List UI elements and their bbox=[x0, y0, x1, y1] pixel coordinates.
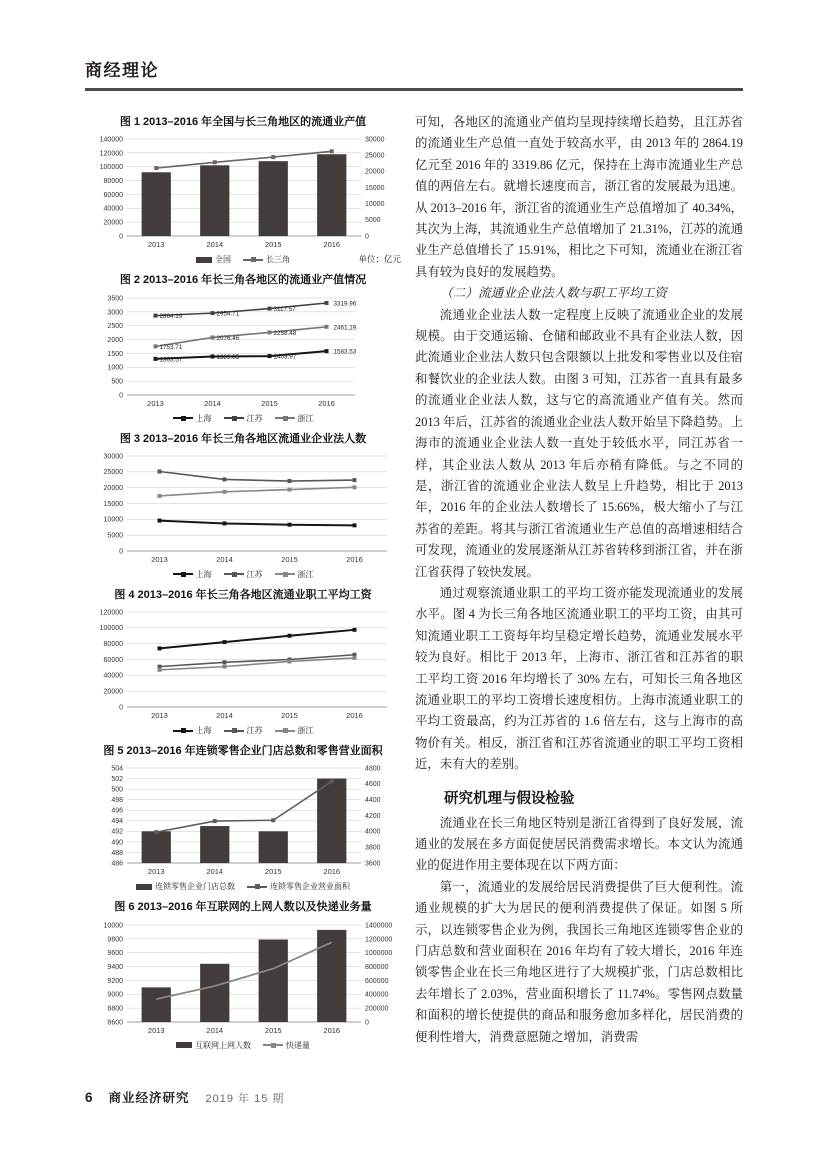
chart-legend bbox=[85, 568, 401, 581]
svg-text:4600: 4600 bbox=[365, 781, 381, 789]
chart-legend bbox=[85, 1039, 401, 1052]
svg-text:40000: 40000 bbox=[103, 672, 123, 680]
unit-note: 单位：亿元 bbox=[358, 254, 401, 265]
svg-text:2461.19: 2461.19 bbox=[333, 323, 357, 331]
svg-text:15000: 15000 bbox=[365, 185, 385, 193]
svg-text:488: 488 bbox=[111, 850, 123, 858]
svg-text:400000: 400000 bbox=[365, 991, 389, 999]
svg-text:1583.53: 1583.53 bbox=[333, 348, 357, 356]
svg-text:494: 494 bbox=[111, 818, 123, 826]
line-swatch-icon bbox=[247, 886, 267, 888]
figure-3 bbox=[85, 432, 401, 581]
legend-label: 浙江 bbox=[297, 413, 314, 423]
svg-text:2000: 2000 bbox=[107, 336, 123, 344]
page-content bbox=[85, 112, 743, 1059]
svg-text:2014: 2014 bbox=[206, 240, 224, 250]
page-footer bbox=[85, 1088, 284, 1106]
svg-text:2016: 2016 bbox=[346, 554, 363, 564]
svg-text:1000: 1000 bbox=[107, 364, 123, 372]
legend-label: 江苏 bbox=[246, 569, 263, 579]
svg-text:20000: 20000 bbox=[103, 219, 123, 227]
svg-text:60000: 60000 bbox=[103, 192, 123, 200]
svg-text:3117.57: 3117.57 bbox=[273, 305, 296, 313]
svg-text:30000: 30000 bbox=[365, 136, 385, 144]
chart-legend bbox=[85, 880, 401, 893]
svg-text:4200: 4200 bbox=[365, 813, 381, 821]
bar-swatch-icon bbox=[196, 257, 212, 263]
svg-text:2016: 2016 bbox=[323, 1025, 341, 1035]
line-swatch-icon bbox=[173, 417, 193, 419]
legend-label: 上海 bbox=[195, 413, 212, 423]
svg-text:2013: 2013 bbox=[147, 240, 165, 250]
chart-title: 图 6 2013–2016 年互联网的上网人数以及快递业务量 bbox=[114, 901, 372, 914]
chart-canvas bbox=[85, 606, 401, 724]
svg-text:502: 502 bbox=[111, 776, 123, 784]
chart-canvas bbox=[85, 919, 401, 1039]
svg-text:20000: 20000 bbox=[103, 688, 123, 696]
legend-label: 连锁零售企业门店总数 bbox=[155, 882, 235, 892]
svg-text:3600: 3600 bbox=[365, 860, 381, 868]
svg-text:3800: 3800 bbox=[365, 845, 381, 853]
svg-text:2013: 2013 bbox=[147, 1025, 165, 1035]
legend-label: 快递量 bbox=[286, 1040, 310, 1050]
figure-4 bbox=[85, 588, 401, 737]
legend-item bbox=[263, 1040, 310, 1051]
svg-text:9000: 9000 bbox=[107, 991, 123, 999]
svg-text:2016: 2016 bbox=[346, 711, 363, 721]
svg-text:4000: 4000 bbox=[365, 829, 381, 837]
svg-text:100000: 100000 bbox=[99, 625, 123, 633]
svg-text:2014: 2014 bbox=[206, 867, 224, 877]
svg-text:120000: 120000 bbox=[99, 150, 123, 158]
svg-text:80000: 80000 bbox=[103, 178, 123, 186]
svg-text:2015: 2015 bbox=[281, 554, 298, 564]
svg-text:800000: 800000 bbox=[365, 963, 389, 971]
line-swatch-icon bbox=[173, 573, 193, 575]
legend-item bbox=[247, 881, 350, 892]
svg-text:8600: 8600 bbox=[107, 1019, 123, 1027]
svg-text:5000: 5000 bbox=[107, 532, 123, 540]
svg-text:4800: 4800 bbox=[365, 765, 381, 773]
line-swatch-icon bbox=[243, 259, 263, 261]
svg-text:496: 496 bbox=[111, 808, 123, 816]
svg-text:0: 0 bbox=[365, 233, 369, 241]
paragraph: 第一，流通业的发展给居民消费提供了巨大便利性。流通业规模的扩大为居民的便利消费提供了保证。如图 5 所示，以连锁零售企业为例，我国长三角地区连锁零售企业的门店总数和营业面积在 2016 年均有了较大增长，2016 年连锁零售企业在长三角地区进行了大规模扩张，门店总数相比去年增长了 2.03%，营业面积增长了 11.74%。零售网点数量和面积的增长使提供的商品和服务愈加多样化，居民消费的便利性增大，消费意愿随之增加，消费需 bbox=[415, 879, 743, 1044]
line-swatch-icon bbox=[275, 417, 295, 419]
svg-text:600000: 600000 bbox=[365, 977, 389, 985]
legend-label: 浙江 bbox=[297, 726, 314, 736]
legend-label: 江苏 bbox=[246, 413, 263, 423]
subsection-heading: （二）流通业企业法人数与职工平均工资 bbox=[440, 286, 667, 301]
svg-text:2013: 2013 bbox=[147, 867, 165, 877]
legend-item bbox=[136, 881, 235, 892]
section-heading: 研究机理与假设检验 bbox=[444, 790, 575, 807]
svg-text:5000: 5000 bbox=[365, 217, 381, 225]
svg-text:0: 0 bbox=[119, 548, 123, 556]
legend-item bbox=[196, 254, 231, 265]
svg-text:2014: 2014 bbox=[216, 554, 233, 564]
section-header: 商经理论 bbox=[85, 61, 159, 80]
chart-title: 图 3 2013–2016 年长三角各地区流通业企业法人数 bbox=[119, 432, 367, 445]
svg-text:2864.19: 2864.19 bbox=[159, 312, 183, 320]
legend-item bbox=[275, 725, 314, 736]
chart-canvas bbox=[85, 762, 401, 880]
journal-name: 商业经济研究 bbox=[108, 1091, 190, 1105]
page-number: 6 bbox=[85, 1090, 93, 1105]
svg-text:20000: 20000 bbox=[103, 484, 123, 492]
svg-text:504: 504 bbox=[111, 765, 123, 773]
line-swatch-icon bbox=[263, 1044, 283, 1046]
svg-text:2015: 2015 bbox=[261, 398, 278, 408]
svg-text:100000: 100000 bbox=[99, 164, 123, 172]
svg-text:3000: 3000 bbox=[107, 308, 123, 316]
header-rule bbox=[85, 88, 743, 91]
svg-text:2015: 2015 bbox=[264, 867, 282, 877]
bar-swatch-icon bbox=[176, 1042, 192, 1048]
svg-text:1753.71: 1753.71 bbox=[159, 343, 183, 351]
svg-text:15000: 15000 bbox=[103, 500, 123, 508]
legend-item bbox=[173, 569, 212, 580]
svg-text:2015: 2015 bbox=[281, 711, 298, 721]
svg-text:10000: 10000 bbox=[365, 201, 385, 209]
svg-text:2016: 2016 bbox=[318, 398, 335, 408]
chart-title: 图 4 2013–2016 年长三角各地区流通业职工平均工资 bbox=[114, 588, 372, 601]
chart-title: 图 5 2013–2016 年连锁零售企业门店总数和零售营业面积 bbox=[103, 745, 383, 758]
svg-text:1400000: 1400000 bbox=[365, 922, 393, 930]
svg-text:490: 490 bbox=[111, 839, 123, 847]
svg-text:0: 0 bbox=[365, 1019, 369, 1027]
svg-text:500: 500 bbox=[111, 786, 123, 794]
bar-swatch-icon bbox=[136, 884, 152, 890]
page-header bbox=[85, 56, 743, 91]
svg-text:500: 500 bbox=[111, 378, 123, 386]
line-swatch-icon bbox=[224, 730, 244, 732]
svg-text:2076.46: 2076.46 bbox=[216, 334, 240, 342]
legend-item bbox=[224, 569, 263, 580]
svg-text:2015: 2015 bbox=[264, 1025, 282, 1035]
svg-text:1303.57: 1303.57 bbox=[159, 356, 183, 364]
svg-text:2014: 2014 bbox=[216, 711, 233, 721]
issue-label: 2019 年 15 期 bbox=[205, 1093, 285, 1105]
figure-1 bbox=[85, 115, 401, 266]
svg-text:20000: 20000 bbox=[365, 169, 385, 177]
svg-text:2014: 2014 bbox=[206, 1025, 224, 1035]
legend-label: 连锁零售企业营业面积 bbox=[270, 882, 350, 892]
svg-text:1200000: 1200000 bbox=[365, 936, 393, 944]
svg-text:10000: 10000 bbox=[103, 922, 123, 930]
line-swatch-icon bbox=[275, 573, 295, 575]
paragraph: 流通业企业法人数一定程度上反映了流通业企业的发展规模。由于交通运输、仓储和邮政业不具有企业法人数，因此流通业企业法人数只包含限额以上批发和零售业以及住宿和餐饮业的企业法人数。由图 3 可知，江苏省一直具有最多的流通业企业法人数，这与它的高流通业产值有关。然而 2013 年后，江苏省的流通业企业法人数开始呈下降趋势。上海市的流通业企业法人数一直处于较低水平，同江苏省一样，其企业法人数从 2013 年后亦稍有降低。与之不同的是，浙江省的流通业企业法人数呈上升趋势，相比于 2013 年，2016 年的企业法人数增长了 15.66%，极大缩小了与江苏省的差距。将其与浙江省流通业生产总值的高增速相结合可发现，流通业的发展逐渐从江苏省转移到浙江省，并在浙江省获得了较快发展。 bbox=[415, 307, 743, 579]
svg-text:120000: 120000 bbox=[99, 609, 123, 617]
svg-text:0: 0 bbox=[119, 704, 123, 712]
legend-item bbox=[224, 725, 263, 736]
legend-label: 长三角 bbox=[266, 255, 290, 265]
svg-text:200000: 200000 bbox=[365, 1005, 389, 1013]
legend-label: 全国 bbox=[215, 255, 231, 265]
figure-2 bbox=[85, 273, 401, 424]
legend-item bbox=[173, 725, 212, 736]
legend-label: 江苏 bbox=[246, 726, 263, 736]
svg-text:0: 0 bbox=[119, 233, 123, 241]
chart-legend bbox=[85, 253, 401, 266]
svg-text:2015: 2015 bbox=[264, 240, 282, 250]
svg-text:2013: 2013 bbox=[151, 711, 168, 721]
svg-text:486: 486 bbox=[111, 860, 123, 868]
chart-title: 图 1 2013–2016 年全国与长三角地区的流通业产值 bbox=[119, 116, 367, 128]
chart-canvas bbox=[85, 133, 401, 253]
line-swatch-icon bbox=[224, 417, 244, 419]
svg-text:3319.96: 3319.96 bbox=[333, 300, 357, 308]
legend-label: 互联网上网人数 bbox=[195, 1040, 251, 1050]
legend-label: 浙江 bbox=[297, 569, 314, 579]
chart-title: 图 2 2013–2016 年长三角各地区的流通业产值情况 bbox=[119, 274, 367, 287]
legend-item bbox=[224, 413, 263, 424]
svg-text:498: 498 bbox=[111, 797, 123, 805]
svg-text:1403.97: 1403.97 bbox=[273, 353, 297, 361]
figure-6 bbox=[85, 900, 401, 1051]
svg-text:3500: 3500 bbox=[107, 294, 123, 302]
figure-5 bbox=[85, 744, 401, 893]
text-column bbox=[415, 112, 743, 1059]
svg-text:2013: 2013 bbox=[151, 554, 168, 564]
charts-column bbox=[85, 112, 401, 1059]
legend-item bbox=[243, 254, 290, 265]
svg-text:8800: 8800 bbox=[107, 1005, 123, 1013]
paragraph: 通过观察流通业职工的平均工资亦能发现流通业的发展水平。图 4 为长三角各地区流通业职工的平均工资，由其可知流通业职工工资每年均呈稳定增长趋势，流通业发展水平较为良好。相比于 2013 年，上海市、浙江省和江苏省的职工平均工资 2016 年均增长了 30% 左右，可知长三角各地区流通业职工的平均工资增长速度相仿。上海市流通业职工的平均工资最高，约为江苏省的 1.6 倍左右，这与上海市的高物价有关。相反，浙江省和江苏省流通业的职工平均工资相近，未有大的差别。 bbox=[415, 585, 743, 772]
legend-item bbox=[275, 413, 314, 424]
svg-text:9600: 9600 bbox=[107, 949, 123, 957]
svg-text:2258.48: 2258.48 bbox=[273, 329, 297, 337]
svg-text:492: 492 bbox=[111, 829, 123, 837]
svg-text:9800: 9800 bbox=[107, 936, 123, 944]
chart-legend bbox=[85, 724, 401, 737]
svg-text:2954.71: 2954.71 bbox=[216, 310, 240, 318]
svg-text:1389.85: 1389.85 bbox=[216, 353, 240, 361]
paragraph-continued: 可知，各地区的流通业产值均呈现持续增长趋势，且江苏省的流通业生产总值一直处于较高水平，由 2013 年的 2864.19 亿元至 2016 年的 3319.86 亿元，保持在上海市流通业生产总值的两倍左右。就增长速度而言，浙江省的发展最为迅速。从 2013–2016 年，浙江省的流通业生产总值增加了 40.34%，其次为上海，其流通业生产总值增加了 21.31%，江苏的流通业生产总值增长了 15.91%，相比之下可知，流通业在浙江省具有较为良好的发展趋势。 bbox=[415, 115, 743, 279]
svg-text:2500: 2500 bbox=[107, 322, 123, 330]
legend-label: 上海 bbox=[195, 569, 212, 579]
legend-item bbox=[275, 569, 314, 580]
svg-text:9400: 9400 bbox=[107, 963, 123, 971]
line-swatch-icon bbox=[224, 573, 244, 575]
chart-canvas bbox=[85, 292, 401, 412]
svg-text:40000: 40000 bbox=[103, 205, 123, 213]
svg-text:4400: 4400 bbox=[365, 797, 381, 805]
svg-text:80000: 80000 bbox=[103, 641, 123, 649]
svg-text:2016: 2016 bbox=[323, 867, 341, 877]
svg-text:2014: 2014 bbox=[204, 398, 221, 408]
svg-text:25000: 25000 bbox=[103, 469, 123, 477]
legend-label: 上海 bbox=[195, 726, 212, 736]
paragraph: 流通业在长三角地区特别是浙江省得到了良好发展，流通业的发展在多方面促使居民消费需求增长。本文认为流通业的促进作用主要体现在以下两方面： bbox=[415, 815, 743, 873]
chart-canvas bbox=[85, 450, 401, 568]
svg-text:2013: 2013 bbox=[147, 398, 164, 408]
svg-text:140000: 140000 bbox=[99, 136, 123, 144]
svg-text:1000000: 1000000 bbox=[365, 949, 393, 957]
svg-text:10000: 10000 bbox=[103, 516, 123, 524]
line-swatch-icon bbox=[275, 730, 295, 732]
svg-text:2016: 2016 bbox=[323, 240, 341, 250]
svg-text:30000: 30000 bbox=[103, 453, 123, 461]
svg-text:0: 0 bbox=[119, 391, 123, 399]
chart-legend bbox=[85, 412, 401, 425]
svg-text:9200: 9200 bbox=[107, 977, 123, 985]
svg-text:1500: 1500 bbox=[107, 350, 123, 358]
svg-text:60000: 60000 bbox=[103, 657, 123, 665]
legend-item bbox=[173, 413, 212, 424]
svg-text:25000: 25000 bbox=[365, 152, 385, 160]
line-swatch-icon bbox=[173, 730, 193, 732]
legend-item bbox=[176, 1040, 251, 1051]
